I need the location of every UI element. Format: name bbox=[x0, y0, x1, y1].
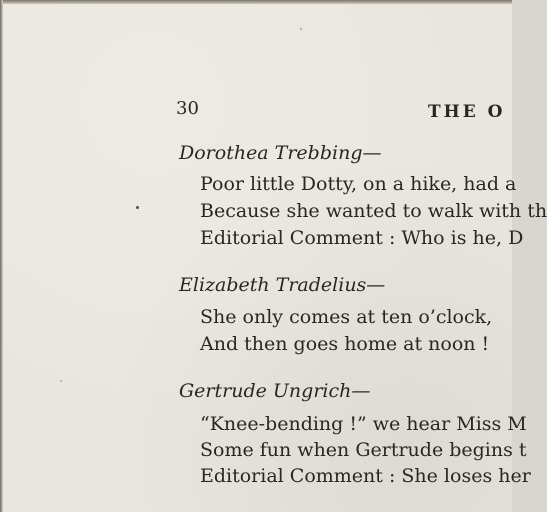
page-number: 30 bbox=[176, 98, 199, 119]
page-top-edge bbox=[0, 0, 512, 4]
page-left-edge bbox=[0, 0, 3, 512]
entry-name: Dorothea Trebbing— bbox=[179, 142, 382, 164]
entry-line: “Knee-bending !” we hear Miss M bbox=[200, 413, 527, 435]
entry-name: Elizabeth Tradelius— bbox=[179, 274, 386, 296]
entry-line: Editorial Comment : Who is he, D bbox=[200, 227, 524, 249]
paper-speck bbox=[136, 206, 139, 209]
entry-line: She only comes at ten o’clock, bbox=[200, 306, 493, 328]
paper-speck bbox=[300, 28, 302, 30]
paper-speck bbox=[60, 380, 62, 382]
entry-name: Gertrude Ungrich— bbox=[179, 380, 371, 402]
running-head: THE O bbox=[428, 102, 506, 122]
entry-line: Because she wanted to walk with th bbox=[200, 200, 547, 222]
entry-line: Editorial Comment : She loses her bbox=[200, 465, 531, 487]
entry-line: Some fun when Gertrude begins t bbox=[200, 439, 527, 461]
entry-line: Poor little Dotty, on a hike, had a bbox=[200, 173, 517, 195]
entry-line: And then goes home at noon ! bbox=[200, 333, 490, 355]
